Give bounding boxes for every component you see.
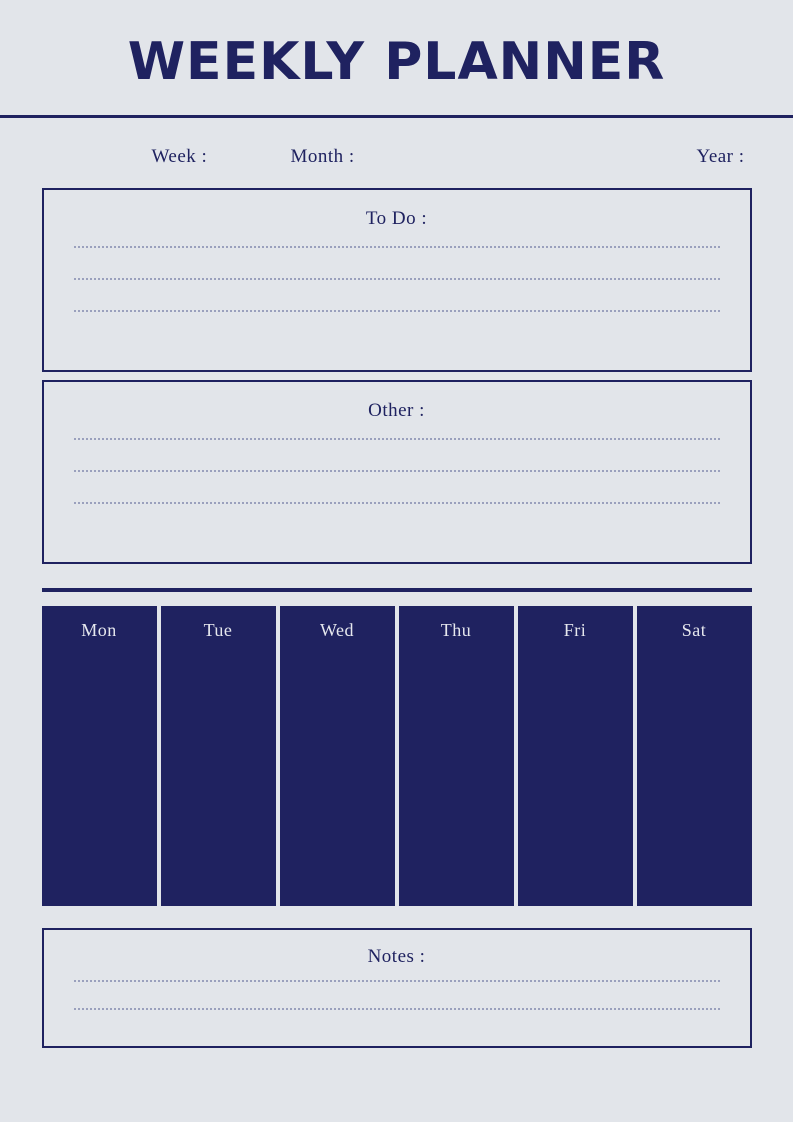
day-label: Sat <box>681 620 707 641</box>
todo-label: To Do : <box>365 208 428 230</box>
todo-lines <box>44 242 750 332</box>
day-label: Fri <box>563 620 587 641</box>
week-field-label[interactable]: Week : <box>151 146 208 168</box>
other-line[interactable] <box>74 438 720 440</box>
todo-panel <box>42 188 752 372</box>
notes-panel <box>42 928 752 1048</box>
other-label: Other : <box>368 400 425 422</box>
day-column-thu[interactable] <box>399 606 514 906</box>
day-label: Wed <box>319 620 355 641</box>
notes-lines <box>44 978 750 1010</box>
day-label: Mon <box>81 620 117 641</box>
other-line[interactable] <box>74 502 720 504</box>
other-line[interactable] <box>74 470 720 472</box>
notes-line[interactable] <box>74 1008 720 1010</box>
day-label: Thu <box>440 620 472 641</box>
day-column-fri[interactable] <box>518 606 633 906</box>
day-column-tue[interactable] <box>161 606 276 906</box>
other-panel <box>42 380 752 564</box>
todo-line[interactable] <box>74 278 720 280</box>
day-column-sat[interactable] <box>637 606 752 906</box>
todo-line[interactable] <box>74 246 720 248</box>
days-section-divider <box>42 588 752 592</box>
notes-line[interactable] <box>74 980 720 982</box>
day-column-mon[interactable] <box>42 606 157 906</box>
notes-label: Notes : <box>367 946 426 968</box>
title-block <box>0 0 793 91</box>
year-field-label[interactable]: Year : <box>696 146 745 168</box>
month-field-label[interactable]: Month : <box>290 146 355 168</box>
page-title: WEEKLY PLANNER <box>127 32 666 92</box>
days-grid <box>42 606 752 906</box>
other-lines <box>44 434 750 524</box>
todo-line[interactable] <box>74 310 720 312</box>
meta-row <box>42 118 752 188</box>
day-column-wed[interactable] <box>280 606 395 906</box>
day-label: Tue <box>203 620 233 641</box>
